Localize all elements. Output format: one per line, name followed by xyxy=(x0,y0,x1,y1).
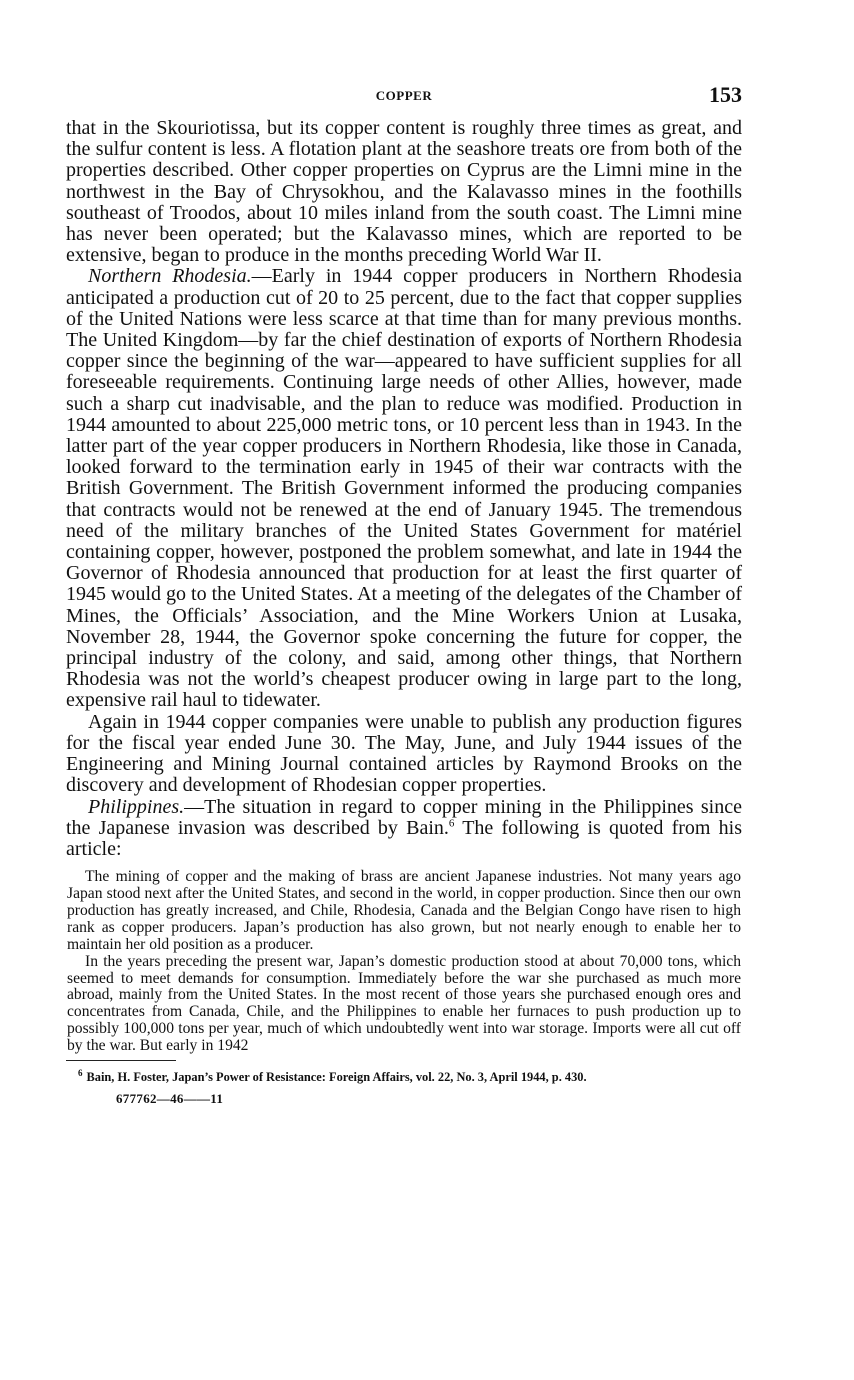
print-code: 677762—46——11 xyxy=(116,1091,224,1107)
footnote xyxy=(66,1066,742,1085)
page-number: 153 xyxy=(709,82,742,107)
paragraph-philippines-body: —The situation in regard to copper mining in the Philippines since the Japanese invasion was described by Bain. xyxy=(66,795,742,839)
quote-paragraph-1: The mining of copper and the making of brass are ancient Japanese industries. Not many years ago Japan stood next after the United States, and second in the world, in copper production. Since then our own production has greatly increased, and Chile, Rhodesia, Canada and the Belgian Congo have risen to high rank as copper producers. Japan’s production has also grown, but not nearly enough to enable her to maintain her old position as a producer. xyxy=(67,868,741,953)
paragraph-production-figures: Again in 1944 copper companies were unable to publish any production figures for the fiscal year ended June 30. The May, June, and July 1944 issues of the Engineering and Mining Journal contained articles by Raymond Brooks on the discovery and development of Rhodesian copper properties. xyxy=(66,710,742,797)
paragraph-philippines-tail: The following is quoted from his article: xyxy=(66,816,742,860)
body-text xyxy=(66,118,742,860)
paragraph-cyprus-continued: that in the Skouriotissa, but its copper content is roughly three times as great, and the sulfur content is less. A flotation plant at the seashore treats ore from both of the properties described. Other copper properties on Cyprus are the Limni mine in the northwest in the Bay of Chrysokhou, and the Kalavasso mines in the foothills southeast of Troodos, about 10 miles inland from the south coast. The Limni mine has never been operated; but the Kalavasso mines, which are reported to be extensive, began to produce in the months preceding World War II. xyxy=(66,117,742,267)
paragraph-philippines xyxy=(66,797,742,861)
running-title: COPPER xyxy=(375,88,433,103)
paragraph-northern-rhodesia-body: —Early in 1944 copper producers in Northern Rhodesia anticipated a production cut of 20 to 25 percent, due to the fact that copper supplies of the United Nations were less scarce at that time than for many previous months. The United Kingdom—by far the chief destination of exports of Northern Rhodesia copper since the beginning of the war—appeared to have sufficient supplies for all foreseeable requirements. Continuing large needs of other Allies, however, made such a sharp cut inadvisable, and the plan to reduce was modified. Production in 1944 amounted to about 225,000 metric tons, or 10 percent less than in 1943. In the latter part of the year copper producers in Northern Rhodesia, like those in Canada, looked forward to the termination early in 1945 of their war contracts with the British Government. The British Government informed the producing companies that contracts would not be renewed at the end of January 1945. The tremendous need of the military branches of the United States Government for matériel containing copper, however, postponed the problem somewhat, and late in 1944 the Governor of Rhodesia announced that production for at least the first quarter of 1945 would go to the United States. At a meeting of the delegates of the Chamber of Mines, the Officials’ Association, and the Mine Workers Union at Lusaka, November 28, 1944, the Governor spoke concerning the future for copper, the principal industry of the colony, and said, among other things, that Northern Rhodesia was not the world’s cheapest producer owing in large part to the long, expensive rail haul to tidewater. xyxy=(66,265,742,712)
paragraph-northern-rhodesia xyxy=(66,266,742,711)
footnote-text: Bain, H. Foster, Japan’s Power of Resistance: Foreign Affairs, vol. 22, No. 3, April 1944, p. 430. xyxy=(86,1070,587,1085)
footnote-marker: 6 xyxy=(78,1068,83,1079)
block-quote xyxy=(66,869,742,1055)
footnote-reference: 6 xyxy=(448,817,455,830)
section-heading-northern-rhodesia: Northern Rhodesia. xyxy=(88,265,252,288)
document-page xyxy=(66,82,742,1107)
running-head xyxy=(66,82,742,112)
section-heading-philippines: Philippines. xyxy=(88,795,185,818)
quote-paragraph-2: In the years preceding the present war, Japan’s domestic production stood at about 70,000 tons, which seemed to meet demands for consumption. Immediately before the war she purchased as much more abroad, mainly from the United States. In the most recent of those years she purchased enough ores and concentrates from Canada, Chile, and the Philippines to enable her furnaces to push production up to possibly 100,000 tons per year, much of which undoubtedly went into war storage. Imports were all cut off by the war. But early in 1942 xyxy=(67,952,741,1055)
footnote-divider xyxy=(66,1060,176,1061)
